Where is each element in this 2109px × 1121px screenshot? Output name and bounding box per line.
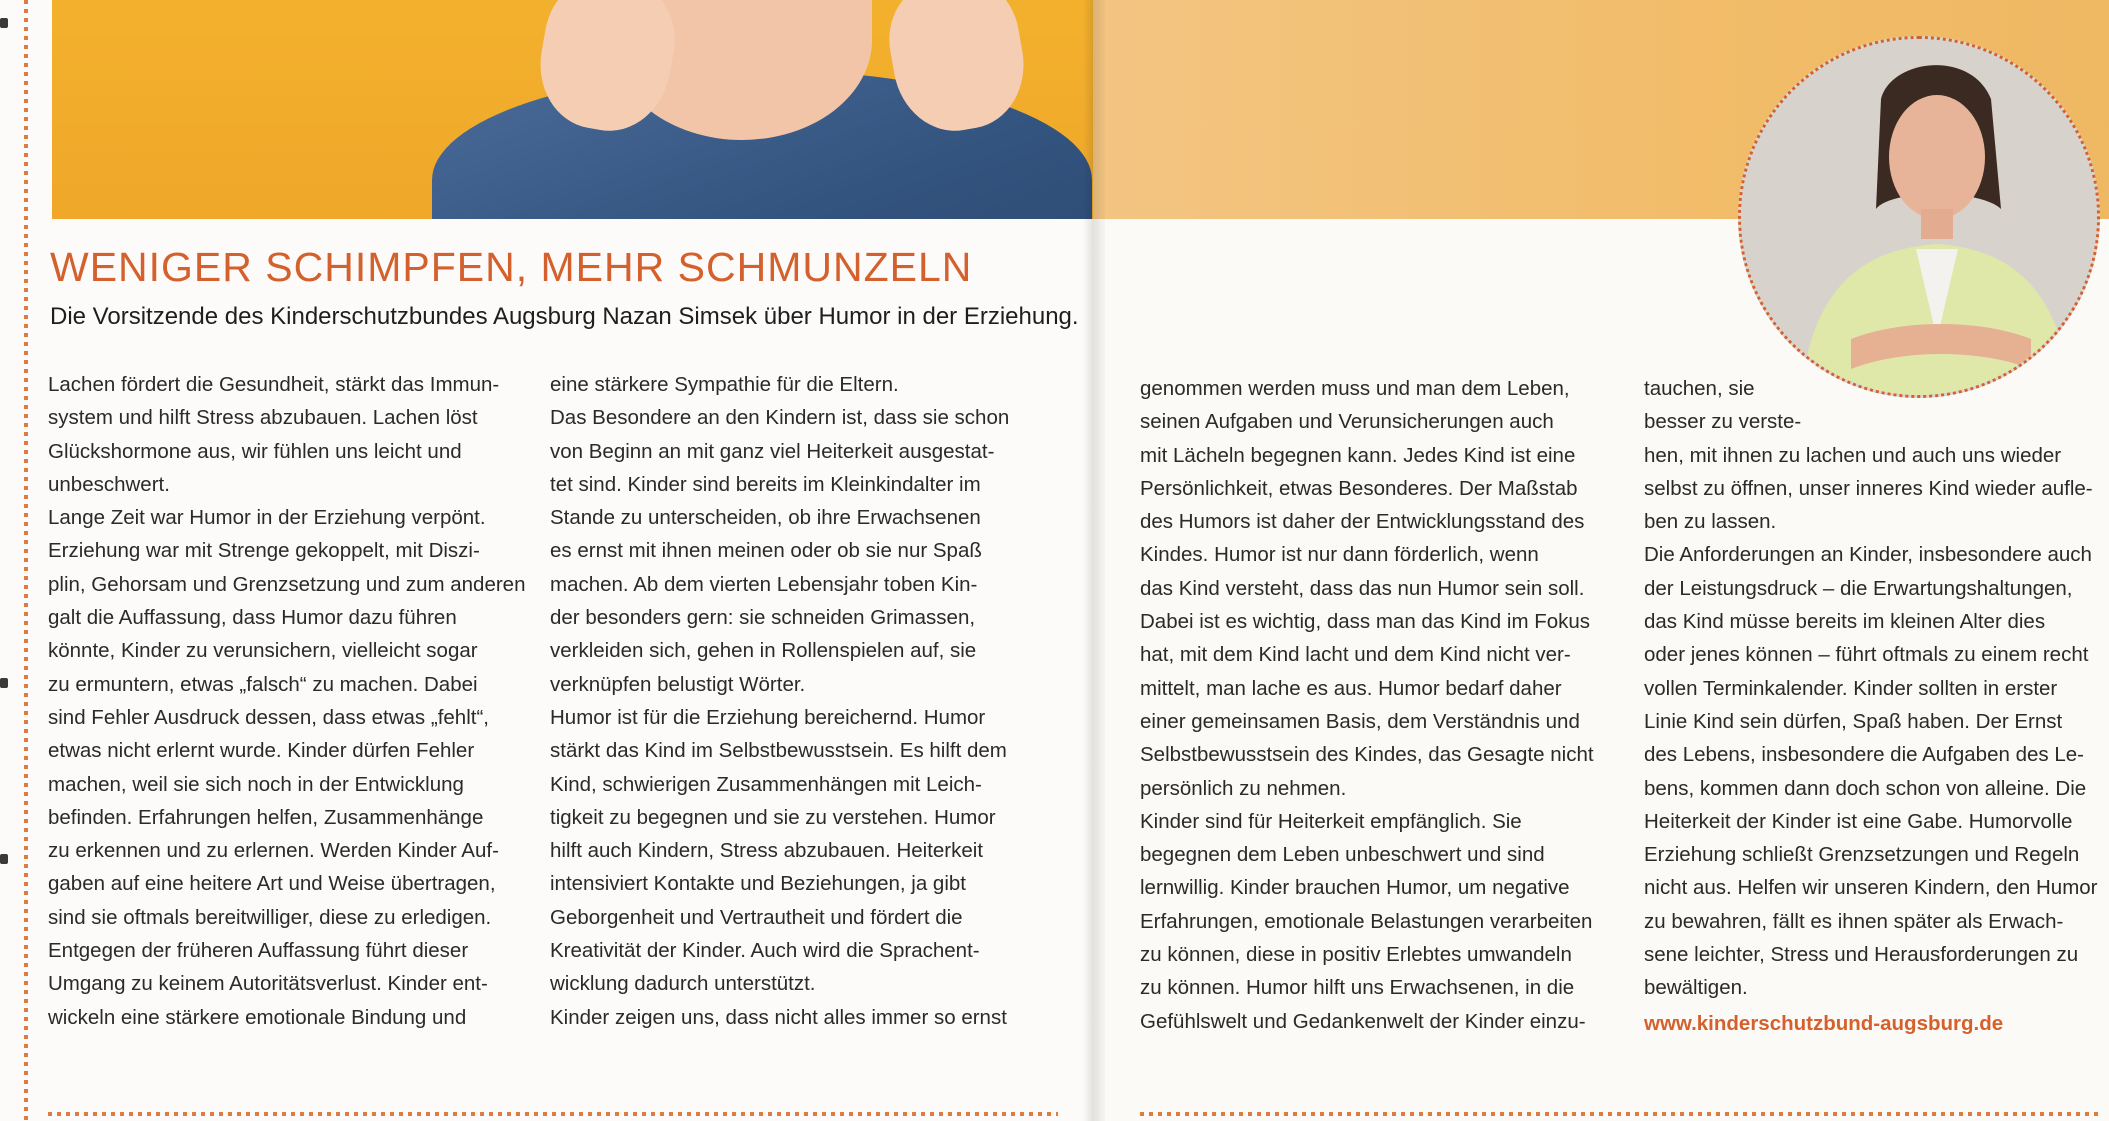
text-line: machen, weil sie sich noch in der Entwicklung xyxy=(48,772,464,796)
book-gutter xyxy=(1083,0,1105,1121)
text-line: seinen Aufgaben und Verunsicherungen auch xyxy=(1140,410,1554,434)
text-line: Humor ist für die Erziehung bereichernd. Humor xyxy=(550,705,986,729)
text-line: Gefühlswelt und Gedankenwelt der Kinder einzu- xyxy=(1140,1009,1586,1033)
text-line: sind sie oftmals bereitwilliger, diese zu erledigen. xyxy=(48,905,492,929)
text-line: genommen werden muss und man dem Leben, xyxy=(1140,377,1570,400)
text-line: vollen Terminkalender. Kinder sollten in erster xyxy=(1644,676,2058,700)
text-line: hen, mit ihnen zu lachen und auch uns wieder xyxy=(1644,443,2062,467)
text-line: tet sind. Kinder sind bereits im Kleinkindalter im xyxy=(550,472,981,496)
portrait-photo xyxy=(1738,36,2100,398)
text-line: der besonders gern: sie schneiden Grimassen, xyxy=(550,606,976,630)
text-line: intensiviert Kontakte und Beziehungen, ja gibt xyxy=(550,872,966,896)
text-line: das Kind versteht, dass das nun Humor sein soll. xyxy=(1140,576,1585,600)
text-line: Erziehung war mit Strenge gekoppelt, mit Diszi- xyxy=(48,539,480,563)
text-line: Geborgenheit und Vertrautheit und fördert die xyxy=(550,905,963,929)
text-line: plin, Gehorsam und Grenzsetzung und zum anderen xyxy=(48,572,526,596)
margin-mark xyxy=(0,678,8,688)
margin-dotted-rule xyxy=(24,0,28,1121)
text-line: galt die Auffassung, dass Humor dazu führen xyxy=(48,606,457,630)
text-line: Kind, schwierigen Zusammenhängen mit Leich- xyxy=(550,772,982,796)
text-line: Umgang zu keinem Autoritätsverlust. Kinder ent- xyxy=(48,972,488,996)
text-line: mit Lächeln begegnen kann. Jedes Kind ist eine xyxy=(1140,443,1576,467)
text-line: Kindes. Humor ist nur dann förderlich, wenn xyxy=(1140,543,1539,567)
bottom-dotted-rule xyxy=(1140,1112,2100,1116)
text-line: Persönlichkeit, etwas Besonderes. Der Maßstab xyxy=(1140,476,1578,500)
text-line: Erfahrungen, emotionale Belastungen verarbeiten xyxy=(1140,909,1593,933)
text-line: bens, kommen dann doch schon von alleine. Die xyxy=(1644,776,2087,800)
article-subtitle: Die Vorsitzende des Kinderschutzbundes Augsburg Nazan Simsek über Humor in der Erziehung. xyxy=(50,303,1079,330)
text-line: zu ermuntern, etwas „falsch“ zu machen. Dabei xyxy=(48,672,478,696)
text-line: system und hilft Stress abzubauen. Lachen löst xyxy=(48,406,478,430)
margin-mark xyxy=(0,18,8,28)
text-line: Lange Zeit war Humor in der Erziehung verpönt. xyxy=(48,506,486,530)
text-line: zu können, diese in positiv Erlebtes umwandeln xyxy=(1140,943,1572,967)
text-line: machen. Ab dem vierten Lebensjahr toben Kin- xyxy=(550,572,978,596)
text-line: einer gemeinsamen Basis, dem Verständnis und xyxy=(1140,709,1580,733)
text-line: zu bewahren, fällt es ihnen später als Erwach- xyxy=(1644,909,2064,933)
text-line: könnte, Kinder zu verunsichern, vielleicht sogar xyxy=(48,639,478,663)
text-line: Das Besondere an den Kindern ist, dass sie schon xyxy=(550,406,1010,430)
text-line: verkleiden sich, gehen in Rollenspielen auf, sie xyxy=(550,639,977,663)
text-line: stärkt das Kind im Selbstbewusstsein. Es hilft dem xyxy=(550,739,1007,763)
text-line: das Kind müsse bereits im kleinen Alter dies xyxy=(1644,610,2046,634)
text-line: zu können. Humor hilft uns Erwachsenen, in die xyxy=(1140,976,1575,1000)
text-line: persönlich zu nehmen. xyxy=(1140,776,1347,800)
text-line: wicklung dadurch unterstützt. xyxy=(550,972,816,996)
text-line: Entgegen der früheren Auffassung führt dieser xyxy=(48,939,469,963)
text-line: Kinder zeigen uns, dass nicht alles immer so ernst xyxy=(550,1005,1007,1029)
text-line: Die Anforderungen an Kinder, insbesondere auch xyxy=(1644,543,2092,567)
text-line: von Beginn an mit ganz viel Heiterkeit ausgestat- xyxy=(550,439,995,463)
text-line: der Leistungsdruck – die Erwartungshaltungen, xyxy=(1644,576,2073,600)
text-column-2 xyxy=(550,368,1040,1034)
text-line: verknüpfen belustigt Wörter. xyxy=(550,672,806,696)
text-line: des Lebens, insbesondere die Aufgaben des Le- xyxy=(1644,743,2084,767)
text-line: Stande zu unterscheiden, ob ihre Erwachsenen xyxy=(550,506,981,530)
text-line: gaben auf eine heitere Art und Weise übertragen, xyxy=(48,872,496,896)
text-line: selbst zu öffnen, unser inneres Kind wieder aufle- xyxy=(1644,476,2093,500)
text-line: tigkeit zu begegnen und sie zu verstehen. Humor xyxy=(550,805,996,829)
text-line: Dabei ist es wichtig, dass man das Kind im Fokus xyxy=(1140,610,1591,634)
text-line: sind Fehler Ausdruck dessen, dass etwas „fehlt“, xyxy=(48,705,489,729)
text-line: unbeschwert. xyxy=(48,472,170,496)
text-line: Kreativität der Kinder. Auch wird die Sprachent- xyxy=(550,939,980,963)
text-line: bewältigen. xyxy=(1644,976,1748,1000)
text-line: zu erkennen und zu erlernen. Werden Kinder Auf- xyxy=(48,839,499,863)
text-line: ben zu lassen. xyxy=(1644,510,1777,534)
text-line: mittelt, man lache es aus. Humor bedarf daher xyxy=(1140,676,1562,700)
text-line: Glückshormone aus, wir fühlen uns leicht und xyxy=(48,439,462,463)
text-line: nicht aus. Helfen wir unseren Kindern, den Humor xyxy=(1644,876,2098,900)
text-line: Kinder sind für Heiterkeit empfänglich. Sie xyxy=(1140,809,1522,833)
text-line: eine stärkere Sympathie für die Eltern. xyxy=(550,373,899,396)
text-line: hat, mit dem Kind lacht und dem Kind nicht ver- xyxy=(1140,643,1571,667)
text-line: besser zu verste- xyxy=(1644,410,1802,434)
text-line: Selbstbewusstsein des Kindes, das Gesagte nicht xyxy=(1140,743,1594,767)
text-line: es ernst mit ihnen meinen oder ob sie nur Spaß xyxy=(550,539,982,563)
header-photo-child xyxy=(52,0,1093,219)
text-line: Erziehung schließt Grenzsetzungen und Regeln xyxy=(1644,843,2080,867)
text-line: des Humors ist daher der Entwicklungsstand des xyxy=(1140,510,1585,534)
article-title: WENIGER SCHIMPFEN, MEHR SCHMUNZELN xyxy=(50,244,973,290)
text-line: begegnen dem Leben unbeschwert und sind xyxy=(1140,843,1545,867)
text-line: hilft auch Kindern, Stress abzubauen. Heiterkeit xyxy=(550,839,984,863)
text-line: sene leichter, Stress und Herausforderungen zu xyxy=(1644,943,2079,967)
portrait-figure xyxy=(1741,39,2097,395)
text-line: wickeln eine stärkere emotionale Bindung und xyxy=(48,1005,467,1029)
text-column-4 xyxy=(1644,372,2109,1040)
text-column-1 xyxy=(48,368,538,1034)
text-line: oder jenes können – führt oftmals zu einem recht xyxy=(1644,643,2089,667)
text-line: Heiterkeit der Kinder ist eine Gabe. Humorvolle xyxy=(1644,809,2073,833)
right-page xyxy=(1093,0,2109,1121)
website-link[interactable]: www.kinderschutzbund-augsburg.de xyxy=(1644,1011,2004,1035)
text-line: lernwillig. Kinder brauchen Humor, um negative xyxy=(1140,876,1570,900)
text-line: befinden. Erfahrungen helfen, Zusammenhänge xyxy=(48,805,484,829)
margin-mark xyxy=(0,854,8,864)
text-column-3 xyxy=(1140,372,1625,1038)
bottom-dotted-rule xyxy=(48,1112,1058,1116)
text-line: Linie Kind sein dürfen, Spaß haben. Der Ernst xyxy=(1644,709,2063,733)
text-line: Lachen fördert die Gesundheit, stärkt das Immun- xyxy=(48,373,500,396)
text-line: tauchen, sie xyxy=(1644,377,1755,400)
text-line: etwas nicht erlernt wurde. Kinder dürfen Fehler xyxy=(48,739,475,763)
